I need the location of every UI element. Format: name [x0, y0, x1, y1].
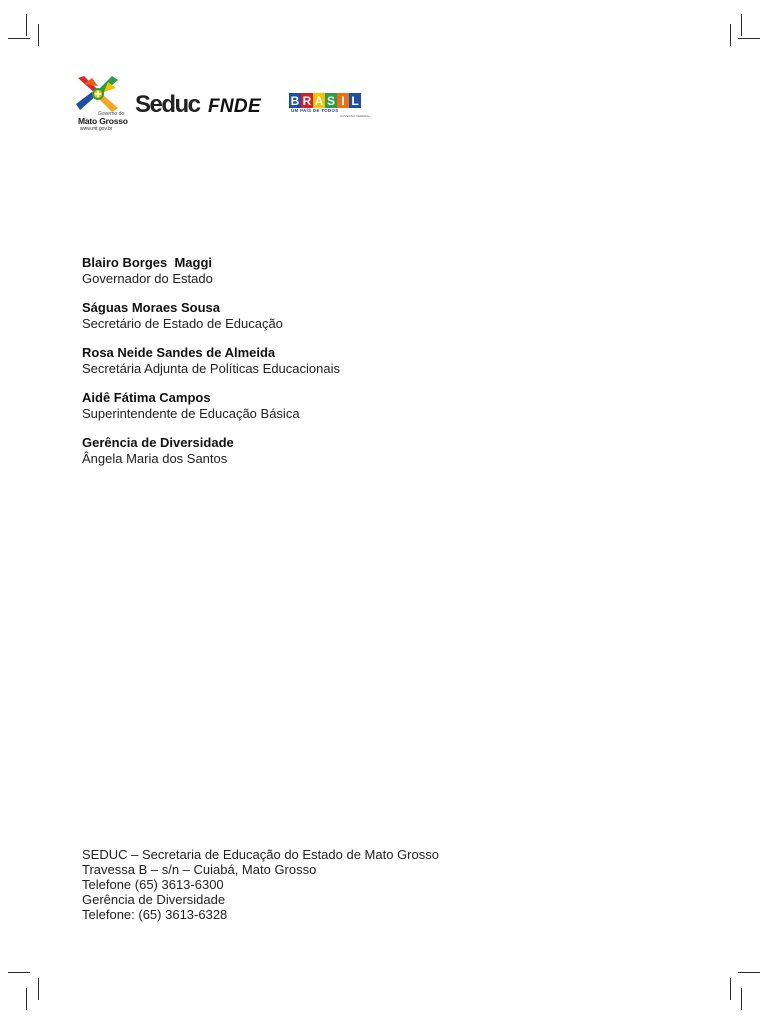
brasil-logo [289, 93, 371, 118]
logo-strip [74, 74, 374, 136]
official-role: Secretário de Estado de Educação [82, 316, 283, 331]
crop-mark [38, 978, 39, 1000]
official-entry [82, 345, 502, 377]
mato-grosso-name: Mato Grosso [78, 116, 128, 126]
mato-grosso-url: www.mt.gov.br [80, 126, 113, 132]
brasil-letter: B [290, 93, 300, 108]
official-role: Superintendente de Educação Básica [82, 406, 300, 421]
brasil-wordmark [289, 93, 361, 108]
address-line: Gerência de Diversidade [82, 892, 226, 907]
brasil-letter: I [337, 93, 349, 108]
mato-grosso-logo [74, 74, 126, 136]
address-line: Travessa B – s/n – Cuiabá, Mato Grosso [82, 862, 317, 877]
address-line: SEDUC – Secretaria de Educação do Estado de Mato Grosso [82, 847, 439, 862]
officials-list [82, 255, 502, 480]
crop-mark [730, 978, 731, 1000]
crop-mark [26, 988, 27, 1010]
crop-mark [741, 14, 742, 36]
official-role: Secretária Adjunta de Políticas Educacionais [82, 361, 340, 376]
official-name: Aidê Fátima Campos [82, 390, 211, 405]
brasil-letter: A [314, 93, 324, 108]
address-line: Telefone: (65) 3613-6328 [82, 907, 228, 922]
official-role: Governador do Estado [82, 271, 213, 286]
crop-mark [8, 972, 30, 973]
address-line: Telefone (65) 3613-6300 [82, 877, 224, 892]
official-name: Ságuas Moraes Sousa [82, 300, 220, 315]
official-entry [82, 390, 502, 422]
crop-mark [738, 38, 760, 39]
crop-mark [8, 38, 30, 39]
crop-mark [26, 14, 27, 36]
mato-grosso-emblem-icon [74, 74, 126, 114]
brasil-letter: R [302, 93, 312, 108]
official-role: Ângela Maria dos Santos [82, 451, 228, 466]
seduc-logo: Seduc [135, 91, 200, 118]
official-entry [82, 300, 502, 332]
official-name: Gerência de Diversidade [82, 435, 234, 450]
crop-mark [38, 24, 39, 46]
address-block [82, 847, 532, 922]
crop-mark [741, 988, 742, 1010]
official-name: Rosa Neide Sandes de Almeida [82, 345, 276, 360]
brasil-letter: S [326, 93, 335, 108]
mato-grosso-small-text: Governo do [98, 111, 125, 117]
official-entry [82, 255, 502, 287]
brasil-subtext: GOVERNO FEDERAL [340, 114, 371, 118]
crop-mark [730, 24, 731, 46]
official-name: Blairo Borges Maggi [82, 255, 213, 270]
crop-mark [738, 972, 760, 973]
brasil-letter: L [349, 93, 361, 108]
fnde-logo: FNDE [208, 96, 261, 117]
brasil-tagline: UM PAÍS DE TODOS [291, 108, 339, 113]
official-entry [82, 435, 502, 467]
